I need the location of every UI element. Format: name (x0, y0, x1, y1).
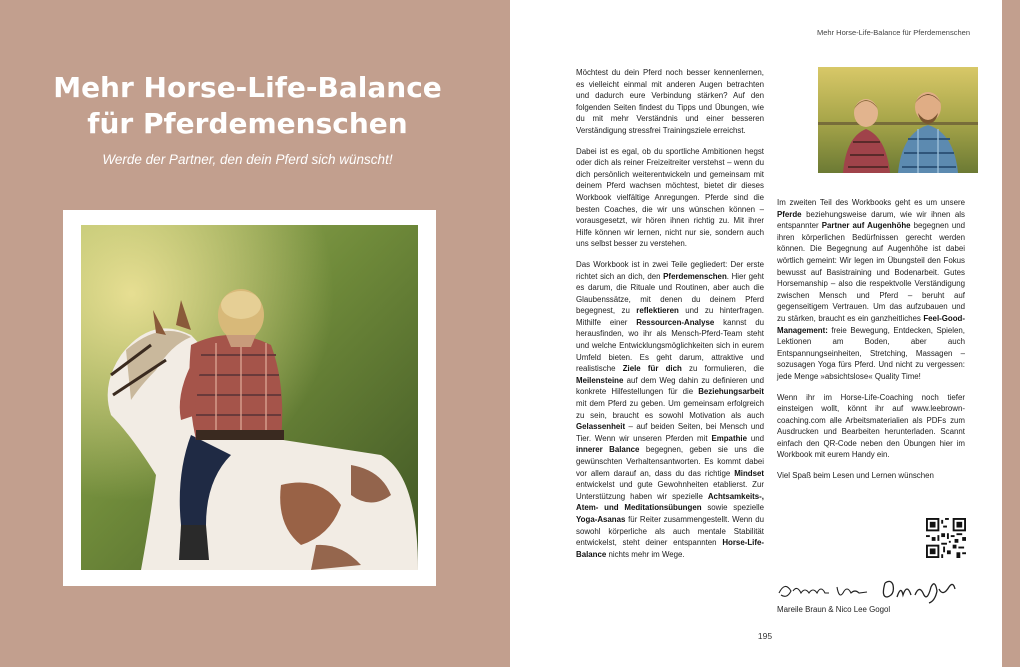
text-run: sowie spezielle (701, 503, 764, 513)
text-run: . Hier geht es darum, die Rituale und Routinen, aber auch die Glaubenssätze, mit denen du deinem Pferd begegnest, zu (576, 271, 764, 316)
text-run: begegnen, geben sie uns die gewünschten Verhaltensantworten. Es kommt dabei vor allem darauf an, dass du das richtige (576, 445, 764, 478)
bold-term: reflektieren (636, 306, 679, 316)
text-run: entwickelst und gute Gewohnheiten etablierst. Zur Unterstützung haben wir spezielle (576, 480, 764, 501)
text-run: und (746, 433, 764, 443)
bold-term: Horse-Life-Balance (576, 538, 764, 559)
bold-term: Gelassenheit (576, 422, 626, 432)
paragraph-rich (777, 197, 965, 383)
text-run: Im zweiten Teil des Workbooks geht es um unsere (777, 198, 965, 207)
text-run: für Reiter zusammengestellt. Wenn du sowohl körperliche als auch mentale Stabilität entwickelst, steht deiner entspannten (576, 514, 764, 548)
text-run: nichts mehr im Wege. (606, 549, 685, 559)
authors-photo (818, 67, 978, 173)
rider-on-horse-photo (81, 225, 418, 570)
paragraph: Dabei ist es egal, ob du sportliche Ambitionen hegst oder dich als reiner Freizeitreiter verstehst – wenn du dich persönlich weiterentwickeln und gemeinsam mit deinem Pferd wachsen möchtest, bietet dir dieses Workbook vielfältige Anregungen. Pferde sind die besten Coaches, die wir uns wünschen können – vorausgesetzt, wir hören ihnen richtig zu. Mit ihrer Hilfe können wir lernen, nicht nur sie, sondern auch uns selbst besser zu verstehen. (576, 146, 764, 249)
page-number: 195 (757, 631, 773, 641)
bold-term: Beziehungsarbeit (698, 387, 764, 397)
page-edge (1002, 0, 1020, 667)
text-run: freie Bewegung, Entdecken, Spielen, Lektionen am Boden, aber auch Entspannungseinheiten, Stretching, Massagen – sozusagen Yoga fürs Pferd. Und nicht zu vergessen: jede Menge »absichtslose« Quality Time! (777, 325, 965, 381)
text-run: mit dem Pferd zu geben. Um gemeinsam erfolgreich zu sein, braucht es sowohl Motivation als auch (576, 399, 764, 420)
text-run: begegnen und ihren körperlichen Bedürfnissen gerecht werden können. Die Begegnung auf Augenhöhe ist dabei wörtlich gemeint: Wir legen im Übungsteil den Fokus bewusst auf Basistraining und Bodenarbeit. Gutes Horsemanship – also die respektvolle Verständigung zwischen Mensch und Pferd – beruht auf gegenseitigem Vertrauen. Um das aufzubauen und zu stärken, braucht es ein ganzheitliches (777, 221, 966, 323)
bold-term: innerer Balance (576, 445, 640, 455)
text-column-left (576, 67, 764, 569)
bold-term: Ressourcen-Analyse (636, 317, 715, 327)
page-title (30, 70, 465, 142)
photo-frame (63, 210, 436, 586)
bold-term: Empathie (711, 433, 747, 443)
bold-term: Pferdemenschen (663, 271, 727, 281)
title-line-2: für Pferdemenschen (87, 107, 408, 140)
text-run: und zu hinterfragen. Mithilfe einer (576, 306, 764, 327)
bold-term: Mindset (734, 468, 764, 478)
bold-term: Ziele für dich (622, 364, 682, 374)
bold-term: Feel-Good-Management: (777, 313, 965, 335)
bold-term: Meilensteine (576, 375, 624, 385)
title-line-1: Mehr Horse-Life-Balance (53, 71, 442, 104)
text-run: zu formulieren, die (681, 364, 764, 374)
paragraph: Wenn ihr im Horse-Life-Coaching noch tiefer einsteigen wollt, könnt ihr auf www.leebrown-coaching.com alle Arbeitsmaterialien als PDFs zum Ausdrucken und Bearbeiten herunterladen. Scannt einfach den QR-Code neben den Übungen hier im Workbook mit eurem Handy ein. (777, 392, 965, 460)
bold-term: Yoga-Asanas (576, 514, 626, 524)
paragraph: Möchtest du dein Pferd noch besser kennenlernen, es vielleicht einmal mit anderen Augen betrachten und dadurch eure Verbindung stärken? Auf den folgenden Seiten findest du Tipps und Übungen, wie du mit mehr Verständnis und einer besseren Verständigung stressfrei Trainingsziele erreichst. (576, 68, 764, 135)
text-run: beziehungsweise darum, wie wir ihnen als entspannter (777, 209, 965, 231)
text-column-right (777, 197, 965, 491)
text-run: – auf beiden Seiten, bei Mensch und Tier. Wenn wir unseren Pferden mit (576, 422, 764, 443)
text-run: kannst du herausfinden, wo ihr als Mensch-Pferd-Team steht und welche Entwicklungsmöglichkeiten sich in eurem Umfeld bieten. Es geht darum, attraktive und realistische (576, 317, 764, 374)
signature-names: Mareile Braun & Nico Lee Gogol (777, 605, 891, 614)
qr-code[interactable] (926, 518, 966, 558)
text-run: Das Workbook ist in zwei Teile gegliedert: Der erste richtet sich an dich, den (576, 259, 764, 281)
bold-term: Pferde (777, 209, 802, 219)
paragraph: Viel Spaß beim Lesen und Lernen wünschen (777, 471, 934, 481)
right-page (510, 0, 1002, 667)
handwritten-signatures (777, 575, 967, 605)
running-head: Mehr Horse-Life-Balance für Pferdemenschen (817, 28, 970, 37)
bold-term: Partner auf Augenhöhe (821, 221, 911, 231)
text-run: auf dem Weg dahin zu definieren und konkrete Hilfestellungen für die (576, 375, 764, 397)
subtitle: Werde der Partner, den dein Pferd sich wünscht! (102, 152, 393, 167)
bold-term: Achtsamkeits-, Atem- und Meditationsübungen (576, 491, 764, 513)
paragraph-rich (576, 259, 764, 560)
